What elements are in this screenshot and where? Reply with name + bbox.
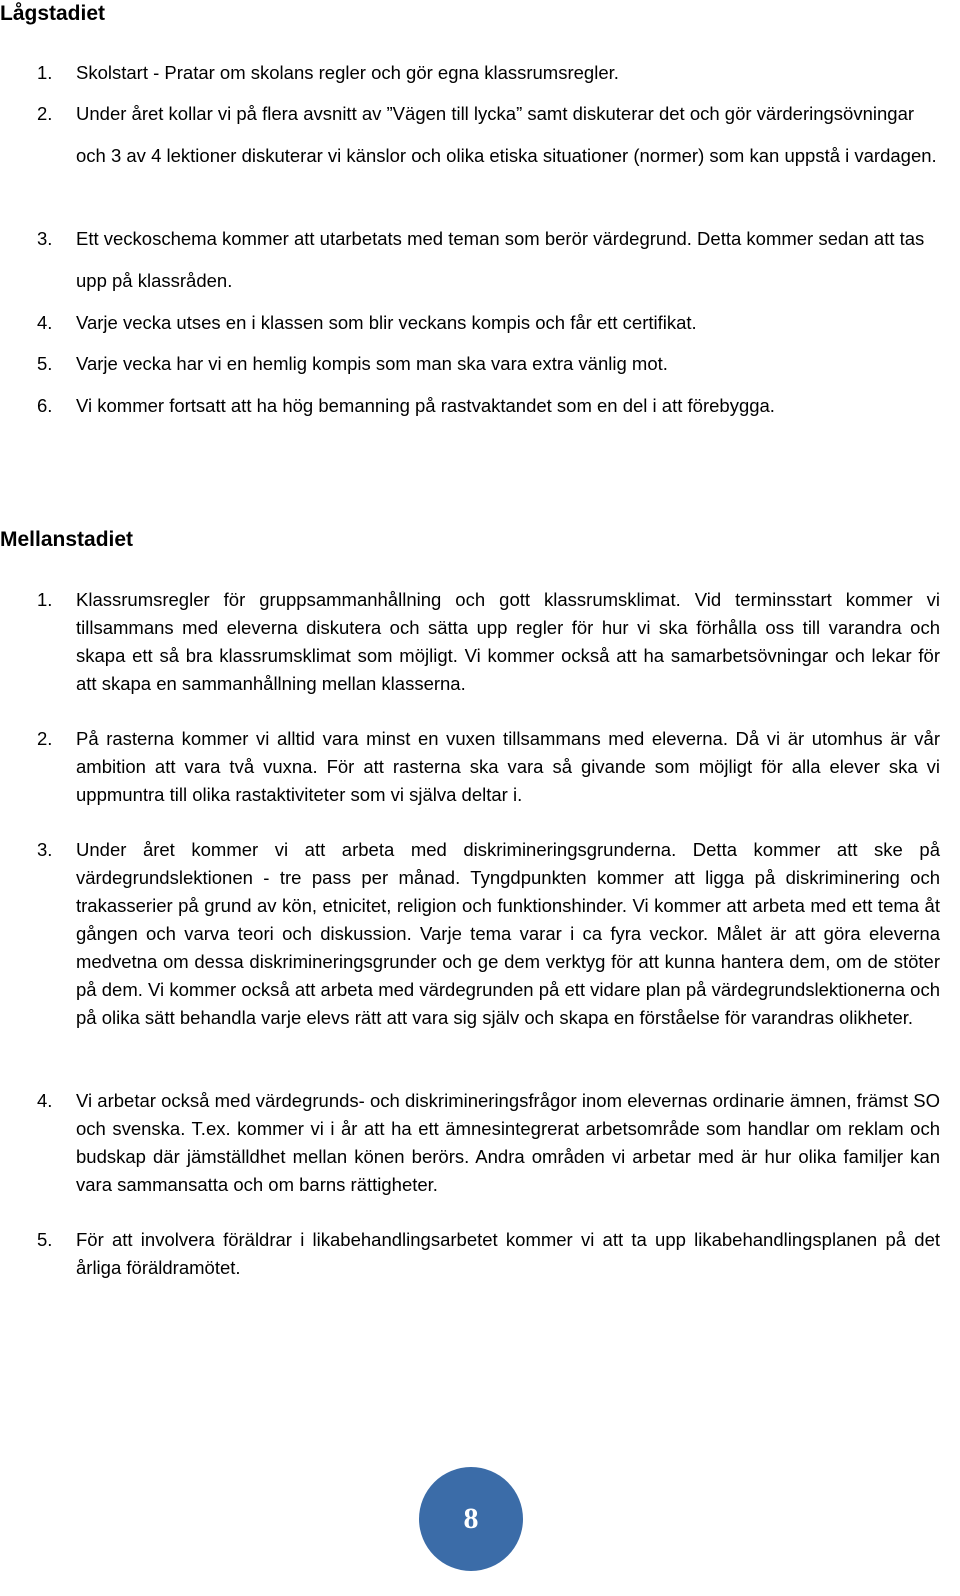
list-number: 1. bbox=[37, 589, 53, 610]
list-item bbox=[37, 218, 940, 301]
list-text: För att involvera föräldrar i likabehandlingsarbetet kommer vi att ta upp likabehandlingsplanen på det årliga föräldramötet. bbox=[76, 1229, 940, 1278]
list-text: På rasterna kommer vi alltid vara minst en vuxen tillsammans med eleverna. Då vi är utomhus är vår ambition att vara två vuxna. För att rasterna ska vara så givande som möjligt för alla elever ska vi uppmuntra till olika rastaktiviteter som vi själva deltar i. bbox=[76, 728, 940, 805]
list-text: Varje vecka har vi en hemlig kompis som man ska vara extra vänlig mot. bbox=[76, 353, 668, 374]
list-item bbox=[37, 93, 940, 176]
list-number: 6. bbox=[37, 395, 53, 416]
list-text: Klassrumsregler för gruppsammanhållning och gott klassrumsklimat. Vid terminsstart kommer vi tillsammans med eleverna diskutera och sätta upp regler för hur vi ska förhålla oss till varandra och skapa ett så bra klassrumsklimat som möjligt. Vi kommer också att ha samarbetsövningar och lekar för att skapa en sammanhållning mellan klasserna. bbox=[76, 589, 940, 694]
list-text: Skolstart - Pratar om skolans regler och gör egna klassrumsregler. bbox=[76, 62, 619, 83]
list-number: 5. bbox=[37, 353, 53, 374]
list-number: 2. bbox=[37, 103, 53, 124]
page-number-badge bbox=[419, 1467, 523, 1571]
list-text: Vi kommer fortsatt att ha hög bemanning på rastvaktandet som en del i att förebygga. bbox=[76, 395, 775, 416]
list-number: 1. bbox=[37, 62, 53, 83]
list-item bbox=[37, 725, 940, 809]
list-item bbox=[37, 302, 940, 344]
list-text: Varje vecka utses en i klassen som blir veckans kompis och får ett certifikat. bbox=[76, 312, 697, 333]
section-heading-lagstadiet: Lågstadiet bbox=[0, 2, 106, 25]
section-heading-mellanstadiet: Mellanstadiet bbox=[0, 528, 134, 551]
list-item bbox=[37, 1087, 940, 1199]
list-number: 3. bbox=[37, 228, 53, 249]
list-item bbox=[37, 52, 940, 94]
list-number: 3. bbox=[37, 839, 53, 860]
list-item bbox=[37, 385, 940, 427]
list-number: 4. bbox=[37, 1090, 53, 1111]
list-text: Vi arbetar också med värdegrunds- och diskrimineringsfrågor inom elevernas ordinarie ämnen, främst SO och svenska. T.ex. kommer vi i år att ha ett ämnesintegrerat arbetsområde som handlar om reklam och budskap där jämställdhet mellan könen berörs. Andra områden vi arbetar med är hur olika familjer kan vara sammansatta och om barns rättigheter. bbox=[76, 1090, 940, 1195]
list-number: 2. bbox=[37, 728, 53, 749]
list-number: 4. bbox=[37, 312, 53, 333]
list-item bbox=[37, 1226, 940, 1282]
list-text: Under året kommer vi att arbeta med diskrimineringsgrunderna. Detta kommer att ske på värdegrundslektionen - tre pass per månad. Tyngdpunkten kommer att ligga på diskriminering och trakasserier på grund av kön, etnicitet, religion och funktionshinder. Vi kommer att arbeta med ett tema åt gången och varva teori och diskussion. Varje tema varar i ca fyra veckor. Målet är att göra eleverna medvetna om dessa diskrimineringsgrunder och ge dem verktyg för att kunna hantera dem, om de stöter på dem. Vi kommer också att arbeta med värdegrunden på ett vidare plan på värdegrundslektionerna och på olika sätt behandla varje elevs rätt att vara sig själv och skapa en förståelse för varandras olikheter. bbox=[76, 839, 940, 1028]
list-item bbox=[37, 586, 940, 698]
list-item bbox=[37, 343, 940, 385]
list-number: 5. bbox=[37, 1229, 53, 1250]
list-text: Ett veckoschema kommer att utarbetats med teman som berör värdegrund. Detta kommer sedan att tas upp på klassråden. bbox=[76, 228, 925, 291]
list-item bbox=[37, 836, 940, 1032]
page-number: 8 bbox=[463, 1502, 479, 1535]
list-text: Under året kollar vi på flera avsnitt av ”Vägen till lycka” samt diskuterar det och gör värderingsövningar och 3 av 4 lektioner diskuterar vi känslor och olika etiska situationer (normer) som kan uppstå i vardagen. bbox=[76, 103, 937, 166]
